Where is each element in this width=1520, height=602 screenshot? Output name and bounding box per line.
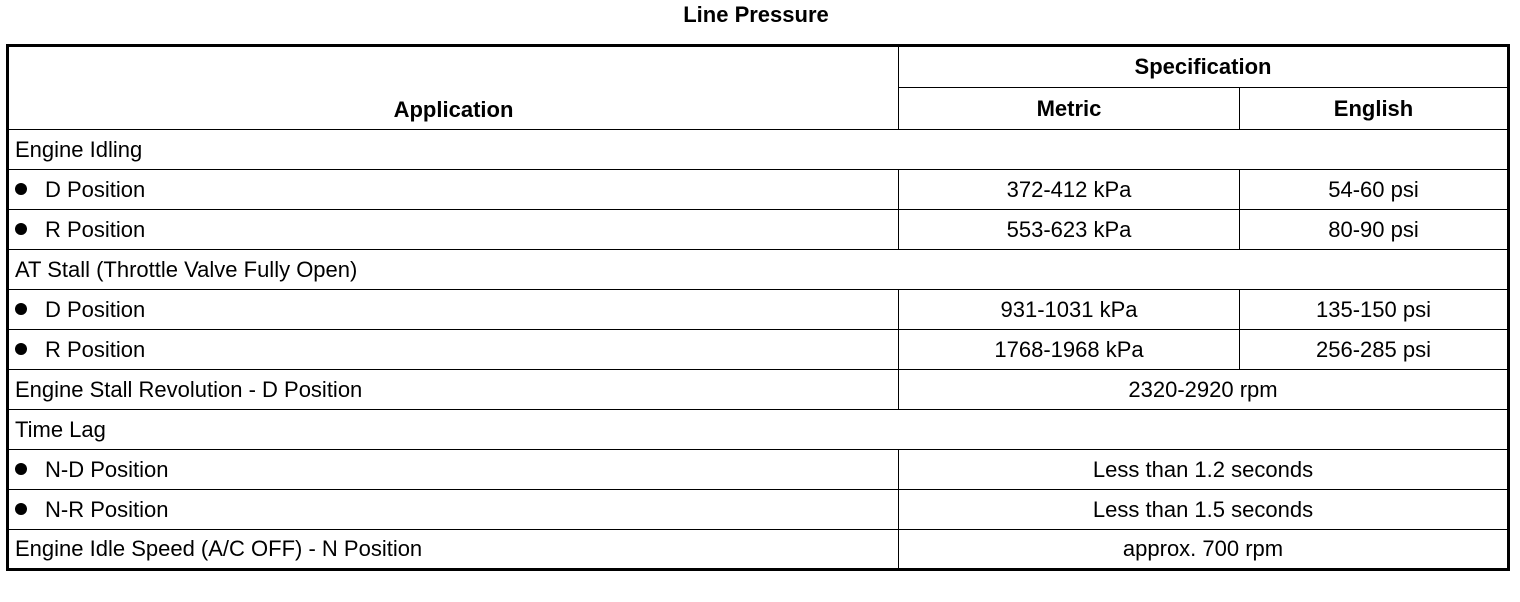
row-label: R Position bbox=[45, 216, 146, 242]
bullet-icon bbox=[15, 463, 27, 475]
table-row bbox=[8, 450, 1509, 490]
metric-value: 1768-1968 kPa bbox=[899, 330, 1240, 370]
english-value: 80-90 psi bbox=[1240, 210, 1509, 250]
english-value: 135-150 psi bbox=[1240, 290, 1509, 330]
spec-value: Less than 1.2 seconds bbox=[899, 450, 1509, 490]
row-label: D Position bbox=[45, 176, 146, 202]
bullet-icon bbox=[15, 503, 27, 515]
metric-value: 553-623 kPa bbox=[899, 210, 1240, 250]
row-label: Engine Stall Revolution - D Position bbox=[8, 370, 899, 410]
table-row bbox=[8, 490, 1509, 530]
page-title: Line Pressure bbox=[683, 2, 829, 27]
table-row bbox=[8, 330, 1509, 370]
row-label: R Position bbox=[45, 336, 146, 362]
bullet-icon bbox=[15, 343, 27, 355]
row-label: Engine Idle Speed (A/C OFF) - N Position bbox=[8, 530, 899, 570]
section-label: AT Stall (Throttle Valve Fully Open) bbox=[8, 250, 1509, 290]
table-row bbox=[8, 290, 1509, 330]
line-pressure-table bbox=[6, 44, 1510, 571]
table-row bbox=[8, 210, 1509, 250]
metric-value: 931-1031 kPa bbox=[899, 290, 1240, 330]
row-label: D Position bbox=[45, 296, 146, 322]
row-label: N-D Position bbox=[45, 456, 169, 482]
section-label: Engine Idling bbox=[8, 130, 1509, 170]
table-row bbox=[8, 410, 1509, 450]
header-metric: Metric bbox=[899, 88, 1240, 130]
bullet-icon bbox=[15, 223, 27, 235]
bullet-icon bbox=[15, 303, 27, 315]
table-row bbox=[8, 530, 1509, 570]
english-value: 54-60 psi bbox=[1240, 170, 1509, 210]
bullet-icon bbox=[15, 183, 27, 195]
table-row bbox=[8, 370, 1509, 410]
english-value: 256-285 psi bbox=[1240, 330, 1509, 370]
section-label: Time Lag bbox=[8, 410, 1509, 450]
metric-value: 372-412 kPa bbox=[899, 170, 1240, 210]
spec-value: 2320-2920 rpm bbox=[899, 370, 1509, 410]
table-row bbox=[8, 130, 1509, 170]
header-english: English bbox=[1240, 88, 1509, 130]
row-label: N-R Position bbox=[45, 496, 169, 522]
table-row bbox=[8, 250, 1509, 290]
spec-value: approx. 700 rpm bbox=[899, 530, 1509, 570]
table-row bbox=[8, 170, 1509, 210]
header-specification: Specification bbox=[899, 46, 1509, 88]
spec-value: Less than 1.5 seconds bbox=[899, 490, 1509, 530]
header-application: Application bbox=[8, 46, 899, 130]
